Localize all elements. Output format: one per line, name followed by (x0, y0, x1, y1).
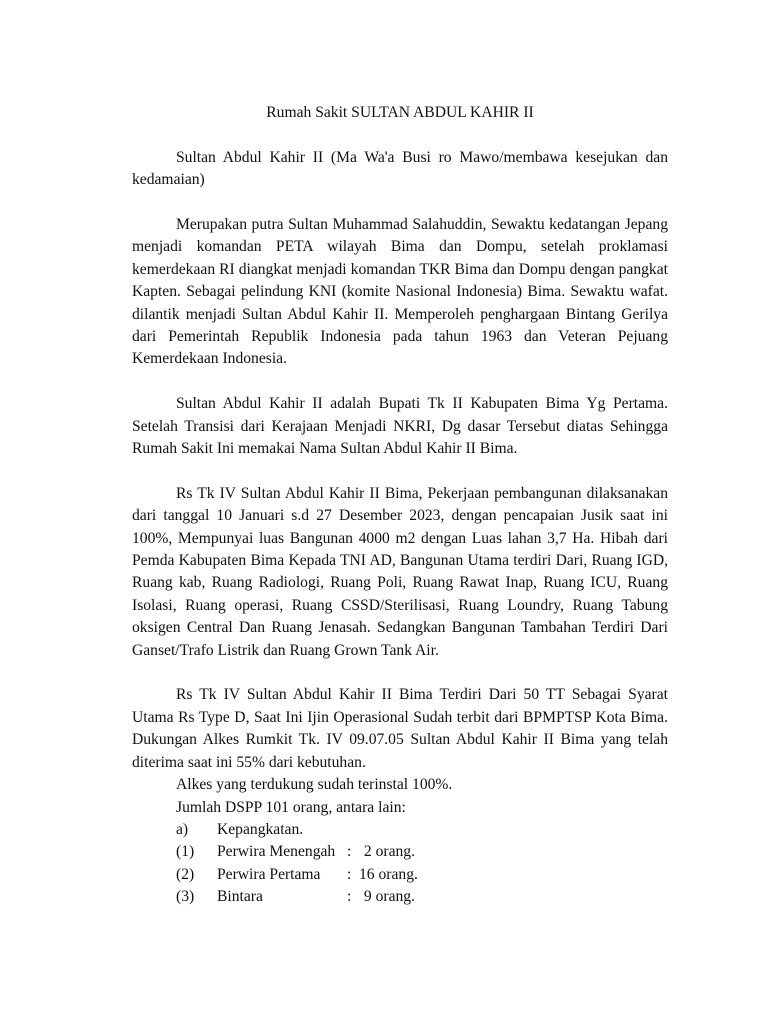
paragraph-operations: Rs Tk IV Sultan Abdul Kahir II Bima Terdiri Dari 50 TT Sebagai Syarat Utama Rs Type D, Saat Ini Ijin Operasional Sudah terbit dari BPMPTSP Kota Bima. Dukungan Alkes Rumkit Tk. IV 09.07.05 Sultan Abdul Kahir II Bima yang telah diterima saat ini 55% dari kebutuhan. (132, 686, 668, 771)
spacer (132, 460, 668, 482)
list-item-colon: : (347, 843, 352, 861)
paragraph-construction: Rs Tk IV Sultan Abdul Kahir II Bima, Pekerjaan pembangunan dilaksanakan dari tanggal 10 Januari s.d 27 Desember 2023, dengan pencapaian Jusik saat ini 100%, Mempunyai luas Bangunan 4000 m2 dengan Luas lahan 3,7 Ha. Hibah dari Pemda Kabupaten Bima Kepada TNI AD, Bangunan Utama terdiri Dari, Ruang IGD, Ruang kab, Ruang Radiologi, Ruang Poli, Ruang Rawat Inap, Ruang ICU, Ruang Isolasi, Ruang operasi, Ruang CSSD/Sterilisasi, Ruang Loundry, Ruang Tabung oksigen Central Dan Ruang Jenasah. Sedangkan Bangunan Tambahan Terdiri Dari Ganset/Trafo Listrik dan Ruang Grown Tank Air. (132, 484, 668, 659)
list-item (132, 841, 668, 863)
paragraph-naming: Sultan Abdul Kahir II adalah Bupati Tk II Kabupaten Bima Yg Pertama. Setelah Transisi dari Kerajaan Menjadi NKRI, Dg dasar Tersebut diatas Sehingga Rumah Sakit Ini memakai Nama Sultan Abdul Kahir II Bima. (132, 395, 668, 458)
list-heading (132, 819, 668, 841)
line-dspp: Jumlah DSPP 101 orang, antara lain: (176, 798, 406, 816)
list-item (132, 864, 668, 886)
line-alkes: Alkes yang terdukung sudah terinstal 100%. (176, 776, 453, 794)
paragraph-biography: Merupakan putra Sultan Muhammad Salahuddin, Sewaktu kedatangan Jepang menjadi komandan PETA wilayah Bima dan Dompu, setelah proklamasi kemerdekaan RI diangkat menjadi komandan TKR Bima dan Dompu dengan pangkat Kapten. Sebagai pelindung KNI (komite Nasional Indonesia) Bima. Sewaktu wafat. dilantik menjadi Sultan Abdul Kahir II. Memperoleh penghargaan Bintang Gerilya dari Pemerintah Republik Indonesia pada tahun 1963 dan Veteran Pejuang Kemerdekaan Indonesia. (132, 215, 668, 368)
list-item (132, 886, 668, 908)
list-item-marker: (3) (176, 888, 195, 906)
spacer (132, 124, 668, 146)
list-item-marker: (2) (176, 865, 195, 883)
list-heading-label: Kepangkatan. (217, 820, 304, 838)
list-item-value: 2 orang. (363, 843, 415, 861)
document-title: Rumah Sakit SULTAN ABDUL KAHIR II (266, 104, 534, 121)
list-heading-marker: a) (176, 820, 189, 838)
document-body (132, 102, 668, 908)
spacer (132, 192, 668, 214)
list-item-value: 9 orang. (363, 888, 415, 906)
list-item-colon: : (347, 888, 352, 906)
spacer (132, 371, 668, 393)
list-item-label: Bintara (217, 888, 263, 906)
list-item-colon: : (347, 865, 352, 883)
spacer (132, 662, 668, 684)
paragraph-intro: Sultan Abdul Kahir II (Ma Wa'a Busi ro Mawo/membawa kesejukan dan kedamaian) (132, 148, 668, 189)
list-item-label: Perwira Menengah (217, 843, 336, 861)
list-item-label: Perwira Pertama (217, 865, 321, 883)
list-item-marker: (1) (176, 843, 195, 861)
list-item-value: 16 orang. (359, 865, 418, 883)
